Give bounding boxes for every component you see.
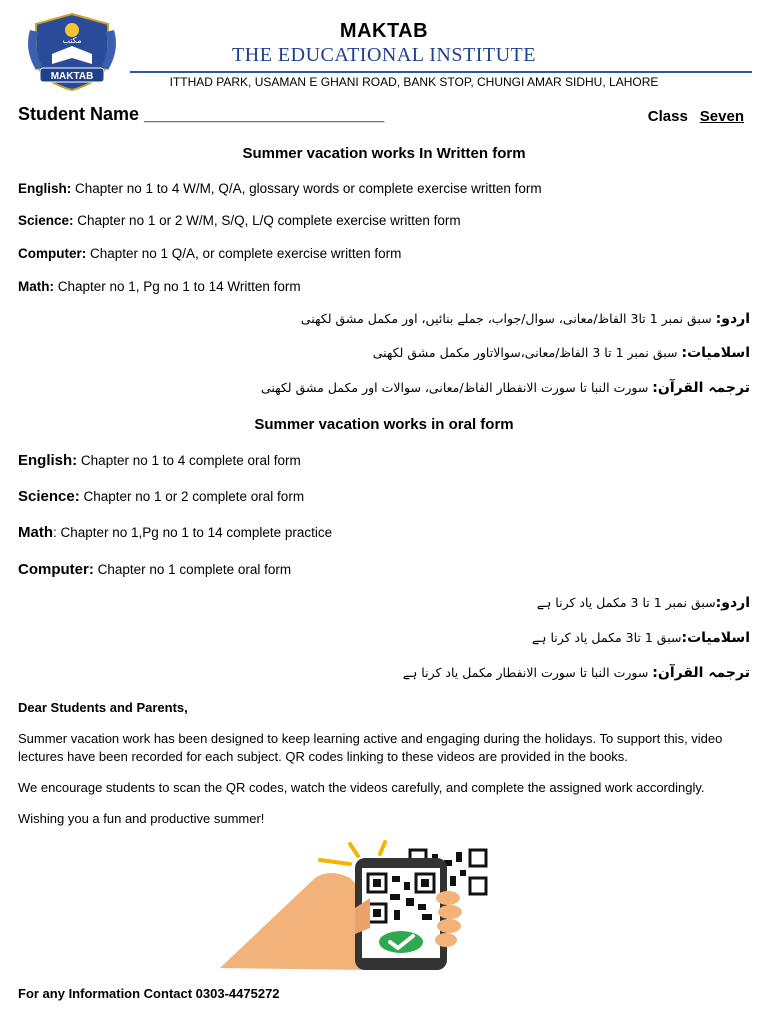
contact-footer: For any Information Contact 0303-4475272 (18, 986, 280, 1001)
student-name-field: Student Name ________________________ (18, 104, 385, 124)
header-rule (130, 71, 752, 73)
written-section-title: Summer vacation works In Written form (242, 145, 526, 162)
oral-item-urdu: اردو:سبق نمبر 1 تا 3 مکمل یاد کرنا ہے (536, 595, 750, 611)
letter-paragraph-3: Wishing you a fun and productive summer! (18, 811, 265, 826)
letter-greeting: Dear Students and Parents, (18, 700, 188, 715)
letter-paragraph-2: We encourage students to scan the QR codes, watch the videos carefully, and complete the assigned work accordingly. (18, 780, 705, 795)
written-item-urdu: اردو: سبق نمبر 1 تا3 الفاظ/معانی، سوال/جواب، جملے بنائیں، اور مکمل مشق لکھنی (300, 311, 750, 327)
svg-text:مکتب: مکتب (62, 36, 82, 45)
school-address: ITTHAD PARK, USAMAN E GHANI ROAD, BANK STOP, CHUNGI AMAR SIDHU, LAHORE (169, 75, 659, 89)
class-value: Seven (699, 108, 744, 125)
svg-text:MAKTAB: MAKTAB (50, 71, 94, 82)
written-item-science: Science: Chapter no 1 or 2 W/M, S/Q, L/Q complete exercise written form (18, 213, 461, 228)
oral-item-math: Math: Chapter no 1,Pg no 1 to 14 complete practice (18, 524, 333, 541)
written-item-islamiat: اسلامیات: سبق نمبر 1 تا 3 الفاظ/معانی،سوالاتاور مکمل مشق لکھنی (372, 345, 750, 361)
oral-item-islamiat: اسلامیات:سبق 1 تا3 مکمل یاد کرنا ہے (531, 630, 750, 646)
oral-item-computer: Computer: Chapter no 1 complete oral form (18, 561, 292, 578)
class-info (648, 108, 744, 125)
oral-item-science: Science: Chapter no 1 or 2 complete oral form (18, 488, 305, 505)
letter-paragraph-1: Summer vacation work has been designed to keep learning active and engaging during the holidays. To support this, video lectures have been recorded for each subject. QR codes linking to these videos are provided in the books. (18, 731, 723, 764)
written-item-tarjuma: ترجمہ القرآن: سورت النبا تا سورت الانفطار الفاظ/معانی، سوالات اور مکمل مشق لکھنی (260, 380, 750, 396)
written-item-english: English: Chapter no 1 to 4 W/M, Q/A, glossary words or complete exercise written form (18, 181, 542, 196)
oral-section-title: Summer vacation works in oral form (254, 416, 514, 433)
written-item-computer: Computer: Chapter no 1 Q/A, or complete exercise written form (18, 246, 402, 261)
institute-name: THE EDUCATIONAL INSTITUTE (232, 44, 536, 66)
oral-item-tarjuma: ترجمہ القرآن: سورت النبا تا سورت الانفطار مکمل یاد کرنا ہے (402, 665, 750, 681)
qr-scan-illustration (220, 838, 510, 970)
school-name: MAKTAB (339, 20, 429, 42)
class-label: Class (647, 108, 688, 125)
written-item-math: Math: Chapter no 1, Pg no 1 to 14 Written form (18, 279, 301, 294)
oral-item-english: English: Chapter no 1 to 4 complete oral form (18, 452, 301, 469)
